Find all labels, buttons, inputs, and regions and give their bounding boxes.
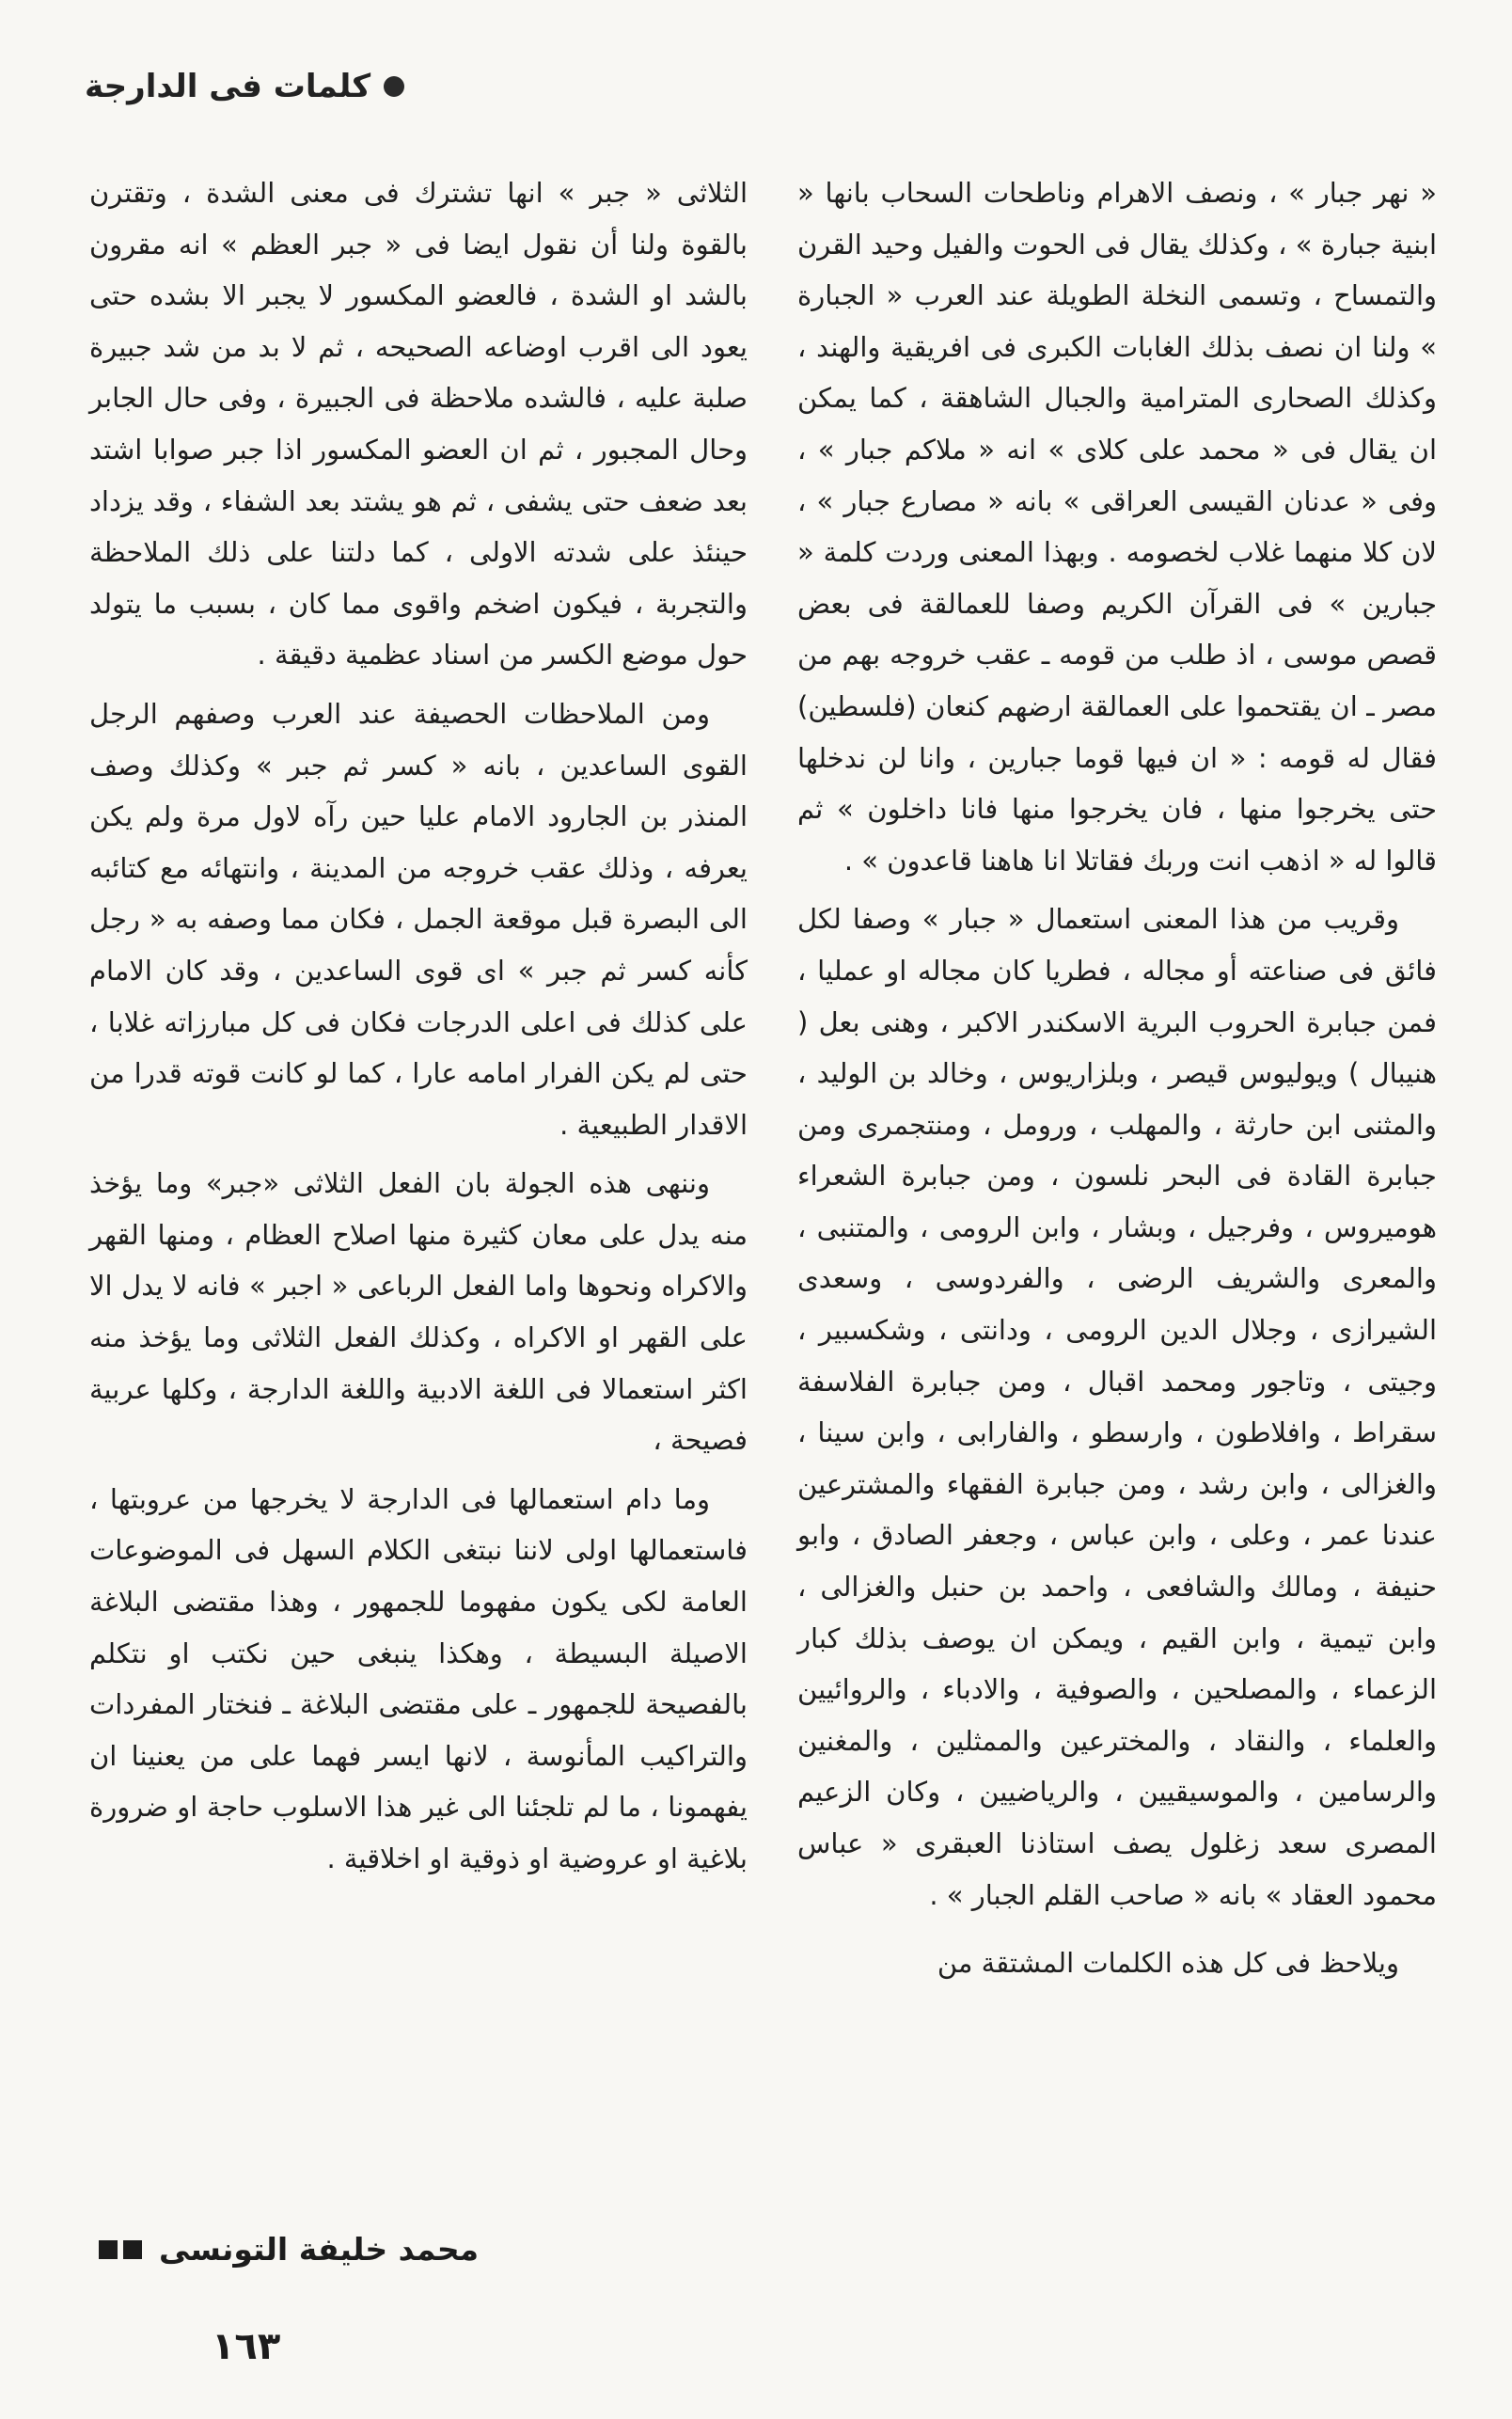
paragraph: وننهى هذه الجولة بان الفعل الثلاثى «جبر» وما يؤخذ منه يدل على معان كثيرة منها اصلاح العظام ، ومنها القهر والاكراه ونحوها واما الفعل الرباعى « اجبر » فانه لا يدل الا على القهر او الاكراه ، وكذلك الفعل الثلاثى وما يؤخذ منه اكثر استعمالا فى اللغة الادبية واللغة الدارجة ، وكلها عربية فصيحة ، [89, 1167, 748, 1457]
text-column-right [797, 167, 1437, 1997]
text-column-left [89, 167, 748, 1892]
section-title: كلمات فى الدارجة [85, 68, 371, 105]
bullet-dot-icon [384, 76, 404, 97]
continuation-line: ويلاحظ فى كل هذه الكلمات المشتقة من [937, 1947, 1399, 1980]
square-mark-icon [123, 2240, 142, 2259]
paragraph: الثلاثى « جبر » انها تشترك فى معنى الشدة ، وتقترن بالقوة ولنا أن نقول ايضا فى « جبر العظم » انه مقرون بالشد او الشدة ، فالعضو المكسور لا يجبر الا بشده حتى يعود الى اقرب اوضاعه الصحيحه ، ثم لا بد من شد جبيرة صلبة عليه ، فالشده ملاحظة فى الجبيرة ، وفى حال الجابر وحال المجبور ، ثم ان العضو المكسور اذا جبر صوابا اشتد بعد ضعف حتى يشفى ، ثم هو يشتد بعد الشفاء ، وقد يزداد حينئذ على شدته الاولى ، كما دلتنا على ذلك الملاحظة والتجربة ، فيكون اضخم واقوى مما كان ، بسبب ما يتولد حول موضع الكسر من اسناد عظمية دقيقة . [89, 177, 748, 672]
author-name: محمد خليفة التونسى [159, 2231, 480, 2268]
section-header [85, 58, 404, 115]
paragraph: وما دام استعمالها فى الدارجة لا يخرجها من عروبتها ، فاستعمالها اولى لاننا نبتغى الكلام السهل فى الموضوعات العامة لكى يكون مفهوما للجمهور ، وهذا مقتضى البلاغة الاصيلة البسيطة ، وهكذا ينبغى حين نكتب او نتكلم بالفصيحة للجمهور ـ على مقتضى البلاغة ـ فنختار المفردات والتراكيب المأنوسة ، لانها ايسر فهما على من يعنينا ان يفهمونا ، ما لم تلجئنا الى غير هذا الاسلوب حاجة او ضرورة بلاغية او عروضية او ذوقية او اخلاقية . [89, 1482, 748, 1874]
square-mark-icon [99, 2240, 118, 2259]
page-number: ١٦٣ [212, 2325, 281, 2368]
end-marks-icon [99, 2240, 142, 2259]
paragraph: وقريب من هذا المعنى استعمال « جبار » وصفا لكل فائق فى صناعته أو مجاله ، فطريا كان مجاله او عمليا ، فمن جبابرة الحروب البرية الاسكندر الاكبر ، وهنى بعل ( هنيبال ) ويوليوس قيصر ، وبلزاريوس ، وخالد بن الوليد ، والمثنى ابن حارثة ، والمهلب ، ورومل ، ومنتجمرى ومن جبابرة القادة فى البحر نلسون ، ومن جبابرة الشعراء هوميروس ، وفرجيل ، وبشار ، وابن الرومى ، والمتنبى ، والمعرى والشريف الرضى ، والفردوسى ، وسعدى الشيرازى ، وجلال الدين الرومى ، ودانتى ، وشكسبير ، وجيتى ، وتاجور ومحمد اقبال ، ومن جبابرة الفلاسفة سقراط ، وافلاطون ، وارسطو ، والفارابى ، وابن سينا ، والغزالى ، وابن رشد ، ومن جبابرة الفقهاء والمشترعين عندنا عمر ، وعلى ، وابن عباس ، وجعفر الصادق ، وابو حنيفة ، ومالك والشافعى ، واحمد بن حنبل والغزالى ، وابن تيمية ، وابن القيم ، ويمكن ان يوصف بذلك كبار الزعماء ، والمصلحين ، والصوفية ، والادباء ، والروائيين والعلماء ، والنقاد ، والمخترعين والممثلين ، والمغنين والرسامين ، والموسيقيين ، والرياضيين ، وكان الزعيم المصرى سعد زغلول يصف استاذنا العبقرى « عباس محمود العقاد » بانه « صاحب القلم الجبار » . [797, 903, 1437, 1911]
paragraph: « نهر جبار » ، ونصف الاهرام وناطحات السحاب بانها « ابنية جبارة » ، وكذلك يقال فى الحوت والفيل وحيد القرن والتمساح ، وتسمى النخلة الطويلة عند العرب « الجبارة » ولنا ان نصف بذلك الغابات الكبرى فى افريقية والهند ، وكذلك الصحارى المترامية والجبال الشاهقة ، كما يمكن ان يقال فى « محمد على كلاى » انه « ملاكم جبار » ، وفى « عدنان القيسى العراقى » بانه « مصارع جبار » ، لان كلا منهما غلاب لخصومه . وبهذا المعنى وردت كلمة « جبارين » فى القرآن الكريم وصفا للعمالقة فى بعض قصص موسى ، اذ طلب من قومه ـ عقب خروجه بهم من مصر ـ ان يقتحموا على العمالقة ارضهم كنعان (فلسطين) فقال له قومه : « ان فيها قوما جبارين ، وانا لن ندخلها حتى يخرجوا منها ، فان يخرجوا منها فانا داخلون » ثم قالوا له « اذهب انت وربك فقاتلا انا هاهنا قاعدون » . [797, 177, 1437, 877]
paragraph: ومن الملاحظات الحصيفة عند العرب وصفهم الرجل القوى الساعدين ، بانه « كسر ثم جبر » وكذلك وصف المنذر بن الجارود الامام عليا حين رآه لاول مرة ولم يكن يعرفه ، وذلك عقب خروجه من المدينة ، وانتهائه مع كتائبه الى البصرة قبل موقعة الجمل ، فكان مما وصفه به « رجل كأنه كسر ثم جبر » اى قوى الساعدين ، وقد كان الامام على كذلك فى اعلى الدرجات فكان فى كل مبارزاته غلابا ، حتى لم يكن الفرار امامه عارا ، كما لو كانت قوته قدرا من الاقدار الطبيعية . [89, 697, 748, 1141]
author-signature [99, 2231, 479, 2268]
